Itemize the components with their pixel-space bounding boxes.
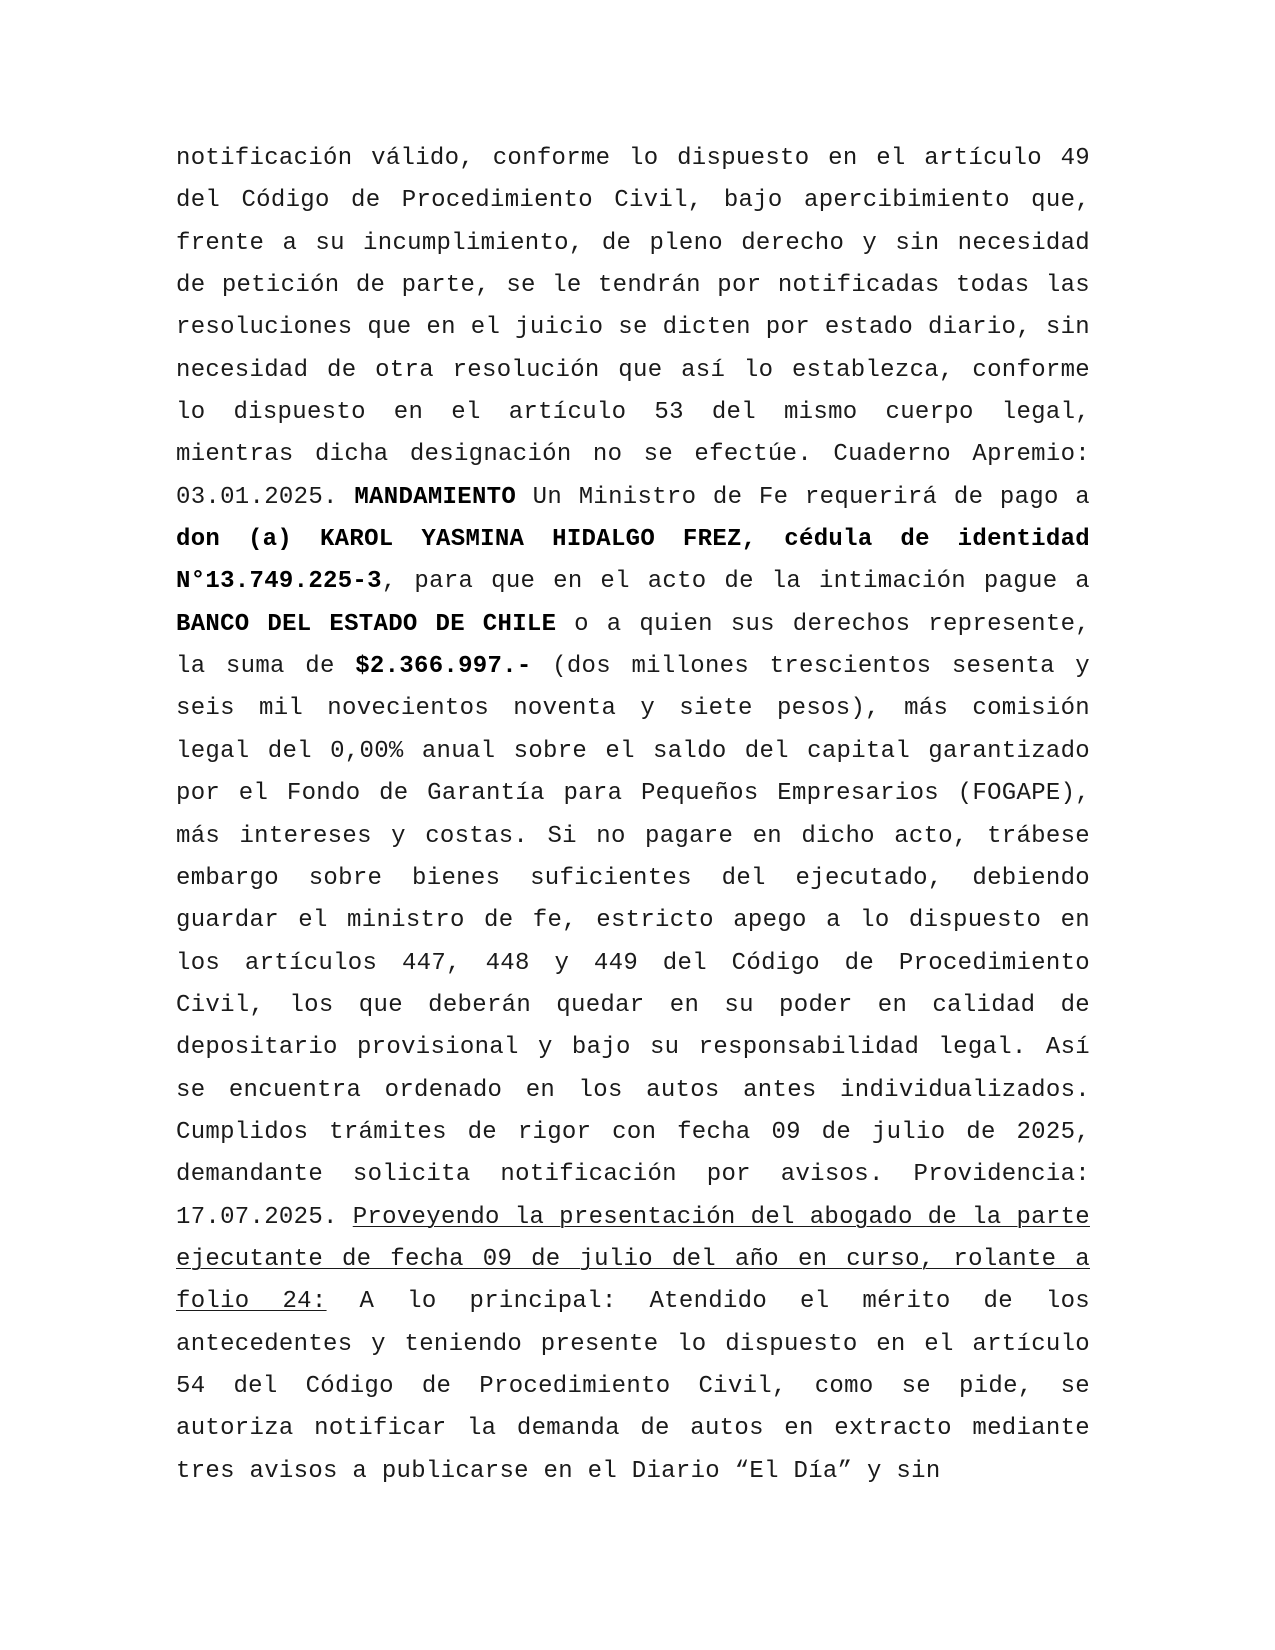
- text-a-lo-principal: A lo principal: Atendido el mérito de los antecedentes y teniendo presente lo dispuesto en el artículo 54 del Código de Procedimiento Civil, como se pide, se autoriza notificar la demanda de autos en extracto mediante tres avisos a publicarse en el Diario “El Día” y sin: [176, 1288, 1090, 1485]
- underlined-proveyendo-clause: Proveyendo la presentación del abogado de la parte ejecutante de fecha 09 de julio del año en curso, rolante a folio 24:: [176, 1203, 1090, 1316]
- mandamiento-heading: MANDAMIENTO: [354, 483, 517, 511]
- text-intimacion: , para que en el acto de la intimación pague a: [381, 568, 1090, 596]
- text-ministro-de-fe: Un Ministro de Fe requerirá de pago a: [516, 483, 1090, 511]
- document-body-paragraph: [176, 138, 1090, 1493]
- amount-due: $2.366.997.-: [355, 653, 532, 681]
- text-derechos-represente: o a quien sus derechos represente, la suma de: [176, 610, 1090, 681]
- text-intro-notification: notificación válido, conforme lo dispuesto en el artículo 49 del Código de Procedimiento Civil, bajo apercibimiento que, frente a su incumplimiento, de pleno derecho y sin necesidad de petición de parte, se le tendrán por notificadas todas las resoluciones que en el juicio se dicten por estado diario, sin necesidad de otra resolución que así lo establezca, conforme lo dispuesto en el artículo 53 del mismo cuerpo legal, mientras dicha designación no se efectúe. Cuaderno Apremio: 03.01.2025.: [176, 145, 1090, 511]
- debtor-name-and-id: don (a) KAROL YASMINA HIDALGO FREZ, cédula de identidad N°13.749.225-3: [176, 526, 1090, 596]
- text-amount-details-and-embargo: (dos millones trescientos sesenta y seis mil novecientos noventa y siete pesos), más comisión legal del 0,00% anual sobre el saldo del capital garantizado por el Fondo de Garantía para Pequeños Empresarios (FOGAPE), más intereses y costas. Si no pagare en dicho acto, trábese embargo sobre bienes suficientes del ejecutado, debiendo guardar el ministro de fe, estricto apego a lo dispuesto en los artículos 447, 448 y 449 del Código de Procedimiento Civil, los que deberán quedar en su poder en calidad de depositario provisional y bajo su responsabilidad legal. Así se encuentra ordenado en los autos antes individualizados. Cumplidos trámites de rigor con fecha 09 de julio de 2025, demandante solicita notificación por avisos. Providencia: 17.07.2025.: [176, 653, 1090, 1231]
- creditor-bank-name: BANCO DEL ESTADO DE CHILE: [176, 610, 557, 638]
